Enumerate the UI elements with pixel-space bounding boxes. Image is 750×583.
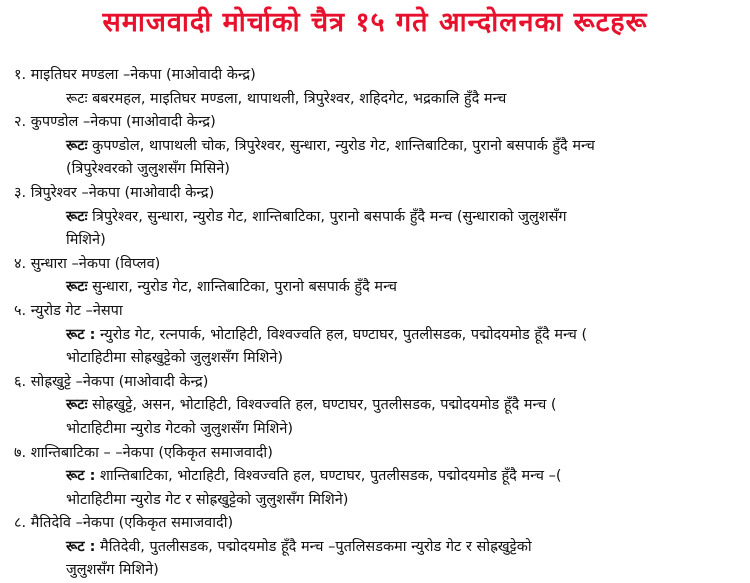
route-label: रूट : [66, 468, 96, 485]
route-label: रूटः [66, 279, 88, 296]
route-text: सोह्रखुट्टे, असन, भोटाहिटी, विश्वज्वति हल, घण्टाघर, पुतलीसडक, पद्मोदयमोड हूँदै मन्च ( [87, 397, 557, 414]
route-line [14, 88, 742, 112]
route-text: बबरमहल, माइतिघर मण्डला, थापाथली, त्रिपुरेश्वर, शहिदगेट, भद्रकालि हुँदै मन्च [87, 90, 507, 107]
list-item [14, 371, 742, 442]
item-heading: ३. त्रिपुरेश्वर –नेकपा (माओवादी केन्द्र) [14, 184, 215, 201]
route-label: रूट : [66, 326, 96, 343]
route-line [14, 276, 742, 300]
list-item [14, 300, 742, 371]
item-heading: ८. मैतिदेवि –नेकपा (एकिकृत समाजवादी) [14, 515, 234, 532]
route-continuation: (त्रिपुरेश्वरको जुलुशसँग मिसिने) [66, 161, 230, 178]
route-text: मैतिदेवी, पुतलीसडक, पद्मोदयमोड हूँदै मन्च –पुतलिसडकमा न्युरोड गेट र सोह्रखुट्टेको [95, 538, 532, 555]
route-line [14, 465, 742, 489]
route-label: रूटः [66, 137, 88, 154]
route-continuation: भोटाहिटीमा न्युरोड गेटको जुलुशसँग मिशिने) [66, 420, 294, 437]
route-label: रूटः [66, 397, 88, 414]
route-text: कुपण्डोल, थापाथली चोक, त्रिपुरेश्वर, सुन्धारा, न्युरोड गेट, शान्तिबाटिका, पुरानो बसपार्क हुँदै मन्च [87, 137, 595, 154]
list-item [14, 64, 742, 111]
route-label: रूटः [66, 208, 88, 225]
route-continuation: जुलुशसँग मिशिने) [66, 562, 159, 579]
route-continuation: भोटाहिटीमा सोह्रखुट्टेको जुलुशसँग मिशिने) [66, 350, 284, 367]
route-text: शान्तिबाटिका, भोटाहिटी, विश्वज्वति हल, घण्टाघर, पुतलीसडक, पद्मोदयमोड हूँदै मन्च –( [95, 468, 562, 485]
list-item [14, 182, 742, 253]
list-item [14, 111, 742, 182]
item-heading: ७. शान्तिबाटिका – –नेकपा (एकिकृत समाजवादी) [14, 444, 273, 461]
route-line [14, 324, 742, 348]
route-line [14, 206, 742, 230]
route-continuation: भोटाहिटीमा न्युरोड गेट र सोह्रखुट्टेको जुलुशसँग मिशिने) [66, 491, 349, 508]
route-list [14, 64, 742, 583]
list-item [14, 442, 742, 513]
route-line [14, 394, 742, 418]
item-heading: ५. न्युरोड गेट –नेसपा [14, 302, 123, 319]
list-item [14, 253, 742, 300]
item-heading: ६. सोह्रखुट्टे –नेकपा (माओवादी केन्द्र) [14, 373, 209, 390]
item-heading: २. कुपण्डोल –नेकपा (माओवादी केन्द्र) [14, 114, 216, 131]
route-label: रूट : [66, 538, 96, 555]
item-heading: १. माइतिघर मण्डला –नेकपा (माओवादी केन्द्र) [14, 67, 256, 83]
item-heading: ४. सुन्धारा –नेकपा (विप्लव) [14, 255, 161, 272]
route-line [14, 135, 742, 159]
page-title: समाजवादी मोर्चाको चैत्र १५ गते आन्दोलनका रूटहरू [102, 7, 648, 38]
route-line [14, 536, 742, 560]
route-text: सुन्धारा, न्युरोड गेट, शान्तिबाटिका, पुरानो बसपार्क हुँदै मन्च [87, 279, 397, 296]
list-item [14, 512, 742, 583]
route-text: न्युरोड गेट, रत्नपार्क, भोटाहिटी, विश्वज्वति हल, घण्टाघर, पुतलीसडक, पद्मोदयमोड हूँदै मन्च ( [95, 326, 588, 343]
route-label: रूटः [66, 90, 88, 107]
route-text: त्रिपुरेश्वर, सुन्धारा, न्युरोड गेट, शान्तिबाटिका, पुरानो बसपार्क हुँदै मन्च (सुन्धाराको जुलुशसँग [87, 208, 567, 225]
route-continuation: मिशिने) [66, 232, 106, 249]
